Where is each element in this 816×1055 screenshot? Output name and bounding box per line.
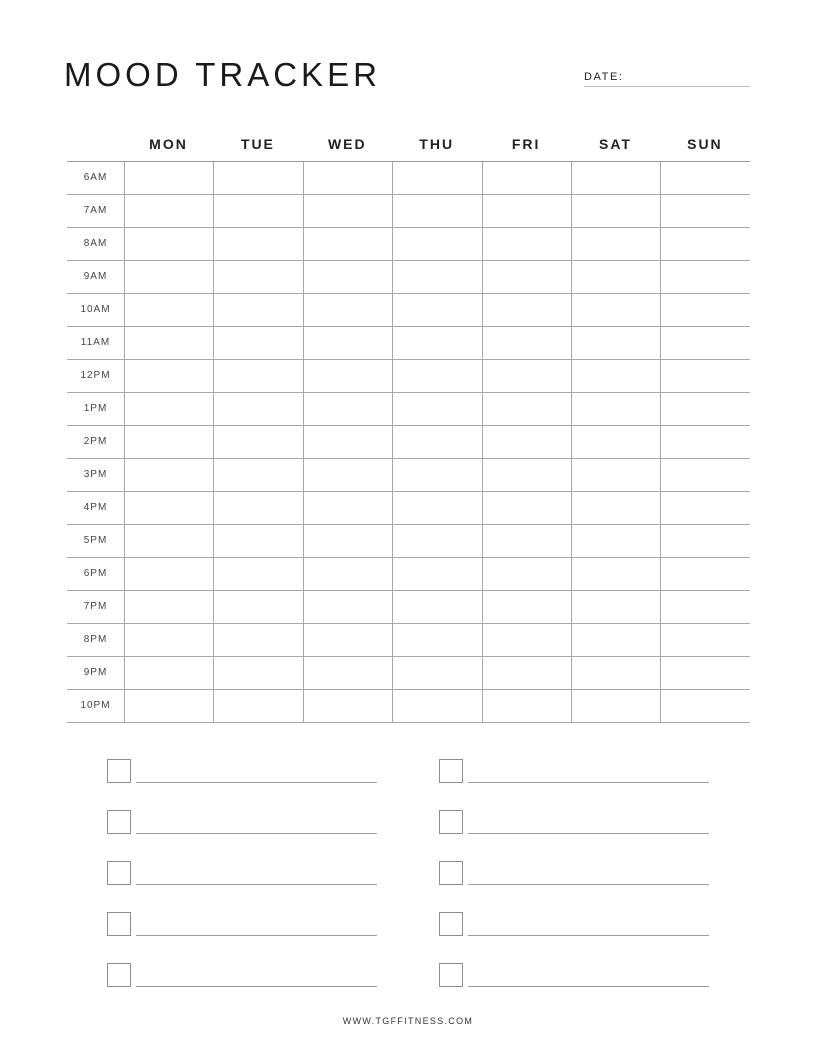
time-row — [67, 360, 750, 393]
mood-cell-tue[interactable] — [213, 426, 302, 458]
mood-cell-tue[interactable] — [213, 492, 302, 524]
checkbox[interactable] — [107, 759, 131, 783]
time-row — [67, 261, 750, 294]
mood-cell-tue[interactable] — [213, 393, 302, 425]
time-label: 2PM — [83, 436, 108, 447]
mood-cell-tue[interactable] — [213, 558, 302, 590]
time-row — [67, 591, 750, 624]
mood-cell-fri[interactable] — [482, 525, 571, 557]
mood-cell-sat[interactable] — [571, 558, 660, 590]
mood-cell-thu[interactable] — [392, 525, 481, 557]
mood-cell-sat[interactable] — [571, 657, 660, 689]
mood-cell-thu[interactable] — [392, 558, 481, 590]
checkbox[interactable] — [107, 912, 131, 936]
mood-cell-sat[interactable] — [571, 294, 660, 326]
mood-cell-mon[interactable] — [124, 459, 213, 491]
day-header-mon: MON — [149, 136, 188, 152]
time-row — [67, 327, 750, 360]
date-field[interactable] — [584, 86, 750, 87]
time-row — [67, 195, 750, 228]
mood-cell-mon[interactable] — [124, 261, 213, 293]
mood-cell-thu[interactable] — [392, 228, 481, 260]
time-row — [67, 162, 750, 195]
mood-cell-thu[interactable] — [392, 591, 481, 623]
checkbox[interactable] — [439, 810, 463, 834]
checklist-entry-line[interactable] — [136, 935, 377, 936]
mood-cell-sun[interactable] — [660, 294, 749, 326]
mood-cell-thu[interactable] — [392, 492, 481, 524]
mood-cell-tue[interactable] — [213, 624, 302, 656]
mood-cell-fri[interactable] — [482, 426, 571, 458]
mood-cell-wed[interactable] — [303, 459, 392, 491]
checklist-entry-line[interactable] — [468, 935, 709, 936]
mood-cell-fri[interactable] — [482, 591, 571, 623]
mood-cell-sun[interactable] — [660, 327, 749, 359]
checklist-entry-line[interactable] — [468, 782, 709, 783]
mood-cell-sat[interactable] — [571, 195, 660, 227]
time-row — [67, 624, 750, 657]
mood-cell-sun[interactable] — [660, 162, 749, 194]
time-row — [67, 426, 750, 459]
mood-cell-wed[interactable] — [303, 393, 392, 425]
mood-cell-mon[interactable] — [124, 294, 213, 326]
mood-cell-sun[interactable] — [660, 228, 749, 260]
time-label: 12PM — [80, 370, 111, 381]
mood-cell-tue[interactable] — [213, 261, 302, 293]
checkbox[interactable] — [439, 759, 463, 783]
mood-cell-mon[interactable] — [124, 558, 213, 590]
checkbox[interactable] — [107, 861, 131, 885]
mood-cell-thu[interactable] — [392, 426, 481, 458]
mood-cell-tue[interactable] — [213, 195, 302, 227]
checklist-entry-line[interactable] — [136, 986, 377, 987]
mood-cell-sun[interactable] — [660, 657, 749, 689]
mood-cell-wed[interactable] — [303, 525, 392, 557]
mood-cell-fri[interactable] — [482, 690, 571, 722]
mood-cell-fri[interactable] — [482, 393, 571, 425]
mood-cell-tue[interactable] — [213, 459, 302, 491]
day-header-thu: THU — [419, 136, 455, 152]
mood-cell-sun[interactable] — [660, 393, 749, 425]
checkbox[interactable] — [439, 861, 463, 885]
mood-cell-mon[interactable] — [124, 492, 213, 524]
mood-cell-sun[interactable] — [660, 624, 749, 656]
time-row — [67, 525, 750, 558]
mood-cell-mon[interactable] — [124, 162, 213, 194]
checklist-entry-line[interactable] — [136, 782, 377, 783]
mood-cell-sat[interactable] — [571, 426, 660, 458]
checklist-entry-line[interactable] — [136, 884, 377, 885]
mood-cell-thu[interactable] — [392, 360, 481, 392]
checklist-entry-line[interactable] — [468, 986, 709, 987]
mood-cell-wed[interactable] — [303, 558, 392, 590]
time-label: 11AM — [80, 337, 111, 348]
mood-cell-mon[interactable] — [124, 327, 213, 359]
time-row — [67, 657, 750, 690]
mood-cell-tue[interactable] — [213, 327, 302, 359]
mood-cell-sat[interactable] — [571, 525, 660, 557]
mood-cell-fri[interactable] — [482, 261, 571, 293]
time-label: 9PM — [83, 667, 108, 678]
mood-cell-wed[interactable] — [303, 657, 392, 689]
mood-cell-fri[interactable] — [482, 657, 571, 689]
mood-cell-tue[interactable] — [213, 228, 302, 260]
mood-cell-thu[interactable] — [392, 459, 481, 491]
day-header-fri: FRI — [511, 136, 541, 152]
mood-cell-mon[interactable] — [124, 360, 213, 392]
checklist-entry-line[interactable] — [136, 833, 377, 834]
mood-cell-sat[interactable] — [571, 624, 660, 656]
time-label: 10PM — [80, 700, 111, 711]
mood-cell-wed[interactable] — [303, 294, 392, 326]
mood-cell-fri[interactable] — [482, 624, 571, 656]
mood-cell-thu[interactable] — [392, 162, 481, 194]
time-label: 8AM — [83, 238, 108, 249]
mood-cell-tue[interactable] — [213, 525, 302, 557]
mood-cell-sun[interactable] — [660, 690, 749, 722]
day-header-wed: WED — [327, 136, 367, 152]
mood-cell-fri[interactable] — [482, 195, 571, 227]
mood-cell-mon[interactable] — [124, 525, 213, 557]
mood-cell-wed[interactable] — [303, 195, 392, 227]
mood-cell-thu[interactable] — [392, 657, 481, 689]
mood-cell-sun[interactable] — [660, 261, 749, 293]
mood-cell-sun[interactable] — [660, 360, 749, 392]
mood-cell-sun[interactable] — [660, 591, 749, 623]
mood-cell-sun[interactable] — [660, 459, 749, 491]
mood-cell-sat[interactable] — [571, 459, 660, 491]
mood-cell-wed[interactable] — [303, 426, 392, 458]
mood-cell-sat[interactable] — [571, 327, 660, 359]
mood-cell-wed[interactable] — [303, 261, 392, 293]
mood-cell-fri[interactable] — [482, 558, 571, 590]
checkbox[interactable] — [107, 810, 131, 834]
mood-cell-tue[interactable] — [213, 657, 302, 689]
mood-cell-fri[interactable] — [482, 294, 571, 326]
mood-cell-mon[interactable] — [124, 690, 213, 722]
checklist-entry-line[interactable] — [468, 833, 709, 834]
time-row — [67, 492, 750, 525]
time-row — [67, 393, 750, 426]
mood-cell-wed[interactable] — [303, 327, 392, 359]
mood-cell-sun[interactable] — [660, 426, 749, 458]
mood-cell-wed[interactable] — [303, 360, 392, 392]
mood-cell-mon[interactable] — [124, 591, 213, 623]
mood-cell-sat[interactable] — [571, 162, 660, 194]
mood-cell-wed[interactable] — [303, 591, 392, 623]
page-title: MOOD TRACKER — [64, 56, 381, 93]
time-label: 5PM — [83, 535, 108, 546]
time-label: 8PM — [83, 634, 108, 645]
day-header-sun: SUN — [687, 136, 723, 152]
footer-url: WWW.TGFFITNESS.COM — [342, 1016, 474, 1026]
mood-cell-sat[interactable] — [571, 492, 660, 524]
mood-cell-sun[interactable] — [660, 195, 749, 227]
checklist-entry-line[interactable] — [468, 884, 709, 885]
mood-cell-fri[interactable] — [482, 360, 571, 392]
mood-cell-fri[interactable] — [482, 492, 571, 524]
mood-cell-mon[interactable] — [124, 426, 213, 458]
mood-cell-fri[interactable] — [482, 228, 571, 260]
mood-cell-sat[interactable] — [571, 228, 660, 260]
time-row — [67, 459, 750, 492]
time-label: 3PM — [83, 469, 108, 480]
time-label: 6PM — [83, 568, 108, 579]
time-label: 7AM — [83, 205, 108, 216]
checkbox[interactable] — [439, 912, 463, 936]
mood-cell-sat[interactable] — [571, 690, 660, 722]
mood-cell-sun[interactable] — [660, 492, 749, 524]
time-label: 10AM — [80, 304, 111, 315]
mood-cell-mon[interactable] — [124, 657, 213, 689]
time-label: 9AM — [83, 271, 108, 282]
mood-cell-thu[interactable] — [392, 393, 481, 425]
checkbox[interactable] — [439, 963, 463, 987]
mood-cell-sat[interactable] — [571, 591, 660, 623]
time-row — [67, 294, 750, 327]
time-row — [67, 228, 750, 261]
mood-cell-wed[interactable] — [303, 690, 392, 722]
mood-cell-sun[interactable] — [660, 558, 749, 590]
mood-cell-thu[interactable] — [392, 690, 481, 722]
mood-cell-thu[interactable] — [392, 261, 481, 293]
time-row — [67, 558, 750, 591]
date-label: DATE: — [584, 71, 624, 83]
time-label: 7PM — [83, 601, 108, 612]
mood-cell-tue[interactable] — [213, 690, 302, 722]
mood-cell-sat[interactable] — [571, 393, 660, 425]
mood-cell-wed[interactable] — [303, 162, 392, 194]
mood-cell-sat[interactable] — [571, 261, 660, 293]
mood-cell-tue[interactable] — [213, 591, 302, 623]
mood-cell-fri[interactable] — [482, 327, 571, 359]
checkbox[interactable] — [107, 963, 131, 987]
mood-cell-fri[interactable] — [482, 162, 571, 194]
mood-cell-wed[interactable] — [303, 624, 392, 656]
mood-cell-mon[interactable] — [124, 393, 213, 425]
mood-cell-tue[interactable] — [213, 294, 302, 326]
mood-cell-wed[interactable] — [303, 492, 392, 524]
mood-cell-wed[interactable] — [303, 228, 392, 260]
mood-cell-thu[interactable] — [392, 294, 481, 326]
day-header-sat: SAT — [599, 136, 632, 152]
day-header-tue: TUE — [240, 136, 275, 152]
mood-cell-tue[interactable] — [213, 162, 302, 194]
mood-cell-fri[interactable] — [482, 459, 571, 491]
mood-cell-mon[interactable] — [124, 228, 213, 260]
time-label: 4PM — [83, 502, 108, 513]
mood-cell-sat[interactable] — [571, 360, 660, 392]
time-row — [67, 690, 750, 723]
time-label: 6AM — [83, 172, 108, 183]
mood-cell-thu[interactable] — [392, 624, 481, 656]
mood-cell-thu[interactable] — [392, 327, 481, 359]
mood-cell-mon[interactable] — [124, 195, 213, 227]
mood-cell-mon[interactable] — [124, 624, 213, 656]
mood-cell-thu[interactable] — [392, 195, 481, 227]
time-label: 1PM — [83, 403, 108, 414]
mood-cell-sun[interactable] — [660, 525, 749, 557]
mood-cell-tue[interactable] — [213, 360, 302, 392]
